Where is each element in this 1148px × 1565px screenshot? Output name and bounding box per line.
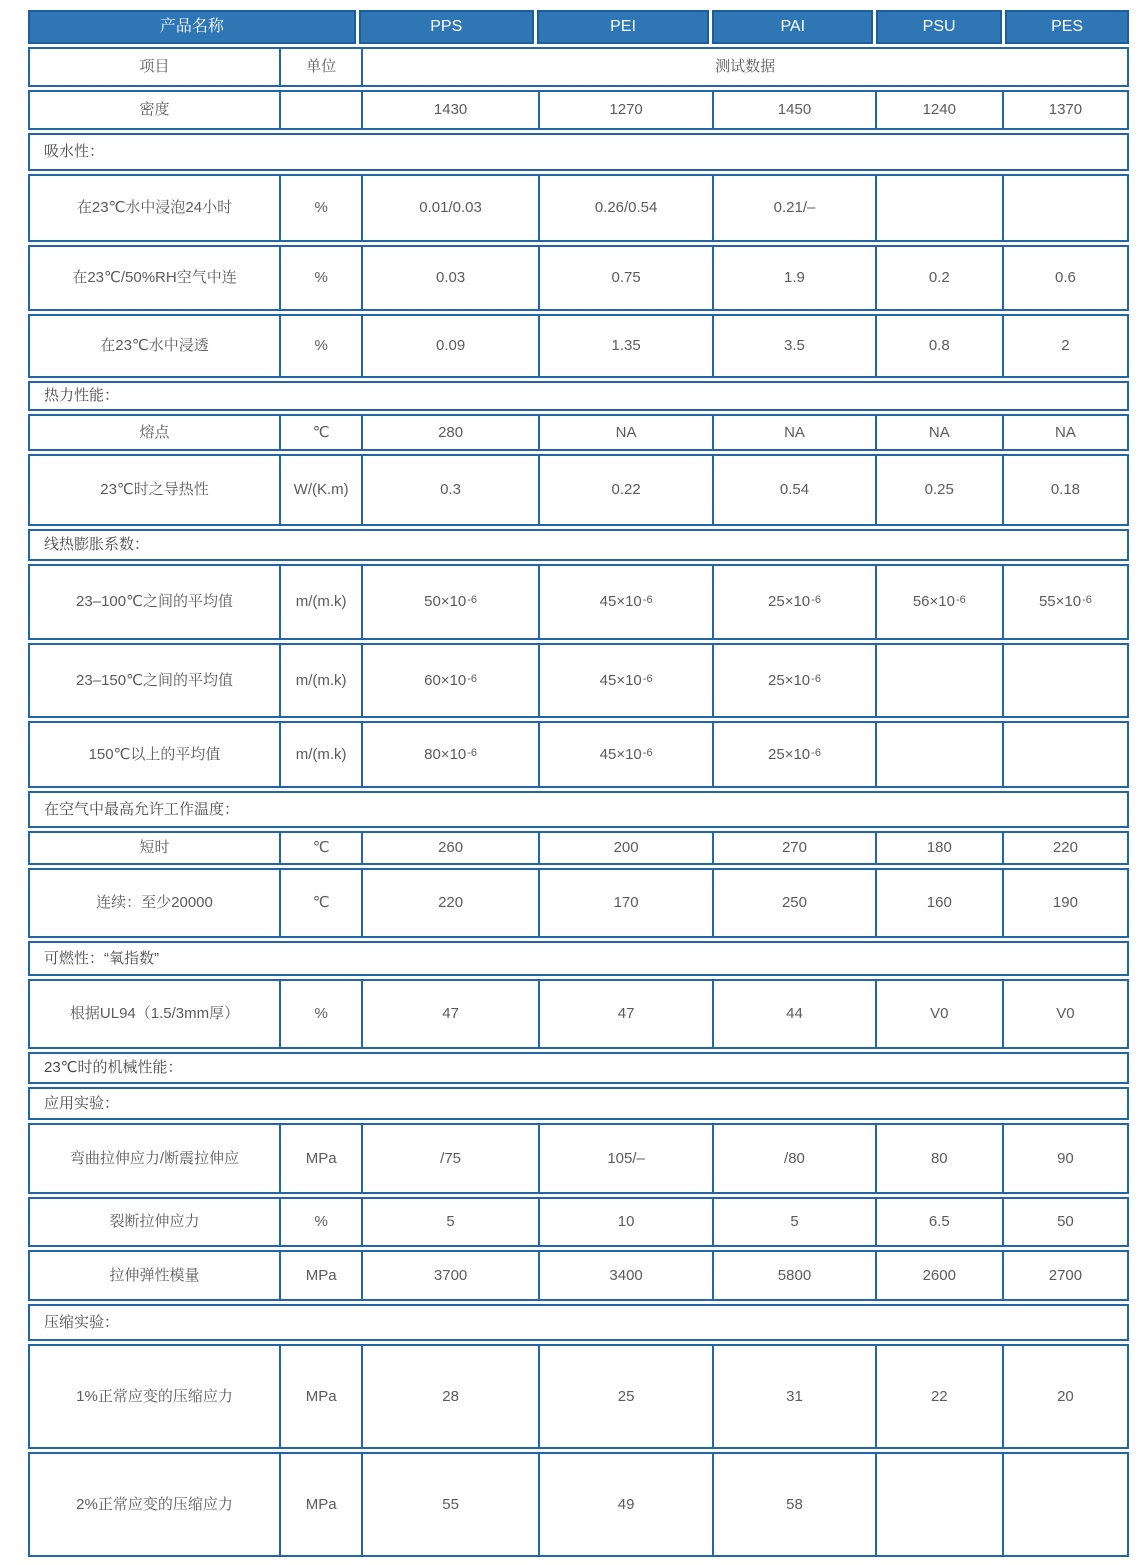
table-row <box>28 414 1129 451</box>
section-label: 热力性能： <box>44 387 120 405</box>
cell-value: 3.5 <box>712 316 874 376</box>
cell-value <box>875 645 1002 716</box>
cell-value: 280 <box>361 416 538 449</box>
cell-value: 0.09 <box>361 316 538 376</box>
cell-value <box>1002 176 1127 240</box>
cell-value: 170 <box>538 870 712 936</box>
cell-value: 25×10 $^{-6}$ <box>712 645 874 716</box>
cell-value: 25 <box>538 1346 712 1447</box>
cell-value: 80×10 $^{-6}$ <box>361 723 538 786</box>
row-unit: MPa <box>279 1252 361 1299</box>
section-header-row <box>28 133 1129 171</box>
subheader-item: 项目 <box>139 58 170 76</box>
cell-value <box>875 176 1002 240</box>
row-label: 根据UL94（1.5/3mm厚） <box>69 1005 240 1023</box>
cell-value: 60×10 $^{-6}$ <box>361 645 538 716</box>
cell-value: 220 <box>1002 833 1127 863</box>
table-row <box>28 868 1129 938</box>
cell-value: V0 <box>875 981 1002 1047</box>
cell-value: 1240 <box>875 92 1002 128</box>
row-unit: W/(K.m) <box>279 456 361 524</box>
row-unit: % <box>279 981 361 1047</box>
cell-value: 28 <box>361 1346 538 1447</box>
row-label: 在23℃水中浸泡24小时 <box>76 199 233 217</box>
cell-value: 56×10 $^{-6}$ <box>875 566 1002 638</box>
cell-value: 20 <box>1002 1346 1127 1447</box>
header-col-pes: PES <box>1005 10 1129 44</box>
table-row <box>28 979 1129 1049</box>
table-row <box>28 643 1129 718</box>
table-row <box>28 1344 1129 1449</box>
cell-value: 190 <box>1002 870 1127 936</box>
table-row <box>28 721 1129 788</box>
section-label: 在空气中最高允许工作温度： <box>44 800 240 818</box>
cell-value: 10 <box>538 1199 712 1245</box>
cell-value: 1270 <box>538 92 712 128</box>
cell-value: /75 <box>361 1125 538 1192</box>
row-unit: MPa <box>279 1454 361 1555</box>
cell-value: 44 <box>712 981 874 1047</box>
section-header-row <box>28 941 1129 976</box>
section-header-row <box>28 529 1129 561</box>
row-unit: % <box>279 1199 361 1245</box>
row-unit: ℃ <box>279 870 361 936</box>
row-label: 连续：至少20000 <box>96 894 213 912</box>
section-label: 线热膨胀系数： <box>44 536 150 554</box>
table-row <box>28 454 1129 526</box>
table-row <box>28 1123 1129 1194</box>
cell-value: 47 <box>361 981 538 1047</box>
row-label: 密度 <box>139 101 170 119</box>
cell-value: 0.26/0.54 <box>538 176 712 240</box>
row-unit: MPa <box>279 1346 361 1447</box>
header-col-pps: PPS <box>359 10 534 44</box>
section-label: 吸水性： <box>44 143 105 161</box>
table-body <box>28 90 1129 1557</box>
table-row <box>28 90 1129 130</box>
row-label: 150℃以上的平均值 <box>88 745 221 763</box>
cell-value: /80 <box>712 1125 874 1192</box>
cell-value: 5800 <box>712 1252 874 1299</box>
cell-value: 250 <box>712 870 874 936</box>
section-header-row <box>28 1304 1129 1341</box>
row-unit: % <box>279 247 361 309</box>
cell-value <box>1002 723 1127 786</box>
section-label: 可燃性：“氧指数” <box>44 949 159 967</box>
row-label: 23℃时之导热性 <box>100 481 209 499</box>
cell-value: 55×10 $^{-6}$ <box>1002 566 1127 638</box>
cell-value: 220 <box>361 870 538 936</box>
cell-value <box>875 1454 1002 1555</box>
cell-value: 1370 <box>1002 92 1127 128</box>
cell-value: 270 <box>712 833 874 863</box>
table-row <box>28 1452 1129 1557</box>
cell-value: 25×10 $^{-6}$ <box>712 723 874 786</box>
row-label: 短时 <box>139 839 170 857</box>
header-col-pai: PAI <box>712 10 873 44</box>
table-row <box>28 174 1129 242</box>
row-unit: MPa <box>279 1125 361 1192</box>
cell-value: 0.03 <box>361 247 538 309</box>
cell-value: 25×10 $^{-6}$ <box>712 566 874 638</box>
cell-value: 2 <box>1002 316 1127 376</box>
cell-value: 0.01/0.03 <box>361 176 538 240</box>
cell-value: 1430 <box>361 92 538 128</box>
row-unit: % <box>279 176 361 240</box>
cell-value: 1.35 <box>538 316 712 376</box>
cell-value: 1450 <box>712 92 874 128</box>
cell-value: NA <box>1002 416 1127 449</box>
cell-value: 0.75 <box>538 247 712 309</box>
cell-value: 90 <box>1002 1125 1127 1192</box>
row-label: 2%正常应变的压缩应力 <box>76 1495 233 1513</box>
cell-value: 0.21/– <box>712 176 874 240</box>
cell-value: 260 <box>361 833 538 863</box>
cell-value: 0.6 <box>1002 247 1127 309</box>
header-col-psu: PSU <box>876 10 1002 44</box>
cell-value: 3700 <box>361 1252 538 1299</box>
row-label: 在23℃/50%RH空气中连 <box>72 269 237 287</box>
row-label: 拉伸弹性模量 <box>109 1266 200 1284</box>
cell-value: 5 <box>361 1199 538 1245</box>
cell-value: NA <box>538 416 712 449</box>
section-header-row <box>28 381 1129 411</box>
section-label: 应用实验： <box>44 1094 120 1112</box>
row-label: 熔点 <box>139 423 170 441</box>
cell-value: 160 <box>875 870 1002 936</box>
row-unit: ℃ <box>279 833 361 863</box>
cell-value: 0.3 <box>361 456 538 524</box>
cell-value: 80 <box>875 1125 1002 1192</box>
row-unit: % <box>279 316 361 376</box>
cell-value: 5 <box>712 1199 874 1245</box>
section-header-row <box>28 791 1129 828</box>
cell-value: 200 <box>538 833 712 863</box>
row-unit <box>279 92 361 128</box>
cell-value <box>1002 1454 1127 1555</box>
row-unit: m/(m.k) <box>279 566 361 638</box>
material-spec-table <box>28 10 1129 1557</box>
cell-value: 0.25 <box>875 456 1002 524</box>
cell-value: 2600 <box>875 1252 1002 1299</box>
cell-value: 50×10 $^{-6}$ <box>361 566 538 638</box>
cell-value: 50 <box>1002 1199 1127 1245</box>
cell-value: 58 <box>712 1454 874 1555</box>
cell-value: 45×10 $^{-6}$ <box>538 723 712 786</box>
subheader-test-data: 测试数据 <box>361 49 1127 85</box>
header-col-pei: PEI <box>537 10 710 44</box>
cell-value: 22 <box>875 1346 1002 1447</box>
cell-value: V0 <box>1002 981 1127 1047</box>
section-label: 压缩实验： <box>44 1313 120 1331</box>
cell-value: 31 <box>712 1346 874 1447</box>
section-header-row <box>28 1087 1129 1120</box>
cell-value <box>1002 645 1127 716</box>
cell-value: 49 <box>538 1454 712 1555</box>
row-label: 裂断拉伸应力 <box>109 1213 200 1231</box>
row-label: 弯曲拉伸应力/断震拉伸应 <box>69 1149 240 1167</box>
table-row <box>28 1197 1129 1247</box>
table-header-row <box>28 10 1129 44</box>
section-header-row <box>28 1052 1129 1084</box>
cell-value: 45×10 $^{-6}$ <box>538 566 712 638</box>
cell-value: 55 <box>361 1454 538 1555</box>
cell-value: 0.54 <box>712 456 874 524</box>
row-label: 在23℃水中浸透 <box>100 337 209 355</box>
section-label: 23℃时的机械性能： <box>44 1059 183 1077</box>
table-subheader-row <box>28 47 1129 87</box>
table-row <box>28 245 1129 311</box>
row-label: 23–100℃之间的平均值 <box>76 593 233 611</box>
cell-value: 47 <box>538 981 712 1047</box>
cell-value <box>875 723 1002 786</box>
cell-value: NA <box>712 416 874 449</box>
cell-value: 0.2 <box>875 247 1002 309</box>
cell-value: 0.8 <box>875 316 1002 376</box>
cell-value: 2700 <box>1002 1252 1127 1299</box>
cell-value: 1.9 <box>712 247 874 309</box>
cell-value: 0.22 <box>538 456 712 524</box>
table-row <box>28 564 1129 640</box>
table-row <box>28 1250 1129 1301</box>
row-label: 1%正常应变的压缩应力 <box>76 1387 233 1405</box>
row-unit: m/(m.k) <box>279 645 361 716</box>
subheader-unit: 单位 <box>279 49 361 85</box>
row-label: 23–150℃之间的平均值 <box>76 671 233 689</box>
cell-value: 105/– <box>538 1125 712 1192</box>
row-unit: m/(m.k) <box>279 723 361 786</box>
row-unit: ℃ <box>279 416 361 449</box>
cell-value: 3400 <box>538 1252 712 1299</box>
table-row <box>28 314 1129 378</box>
table-row <box>28 831 1129 865</box>
cell-value: NA <box>875 416 1002 449</box>
header-product-name: 产品名称 <box>28 10 356 44</box>
cell-value: 0.18 <box>1002 456 1127 524</box>
cell-value: 180 <box>875 833 1002 863</box>
cell-value: 6.5 <box>875 1199 1002 1245</box>
cell-value: 45×10 $^{-6}$ <box>538 645 712 716</box>
